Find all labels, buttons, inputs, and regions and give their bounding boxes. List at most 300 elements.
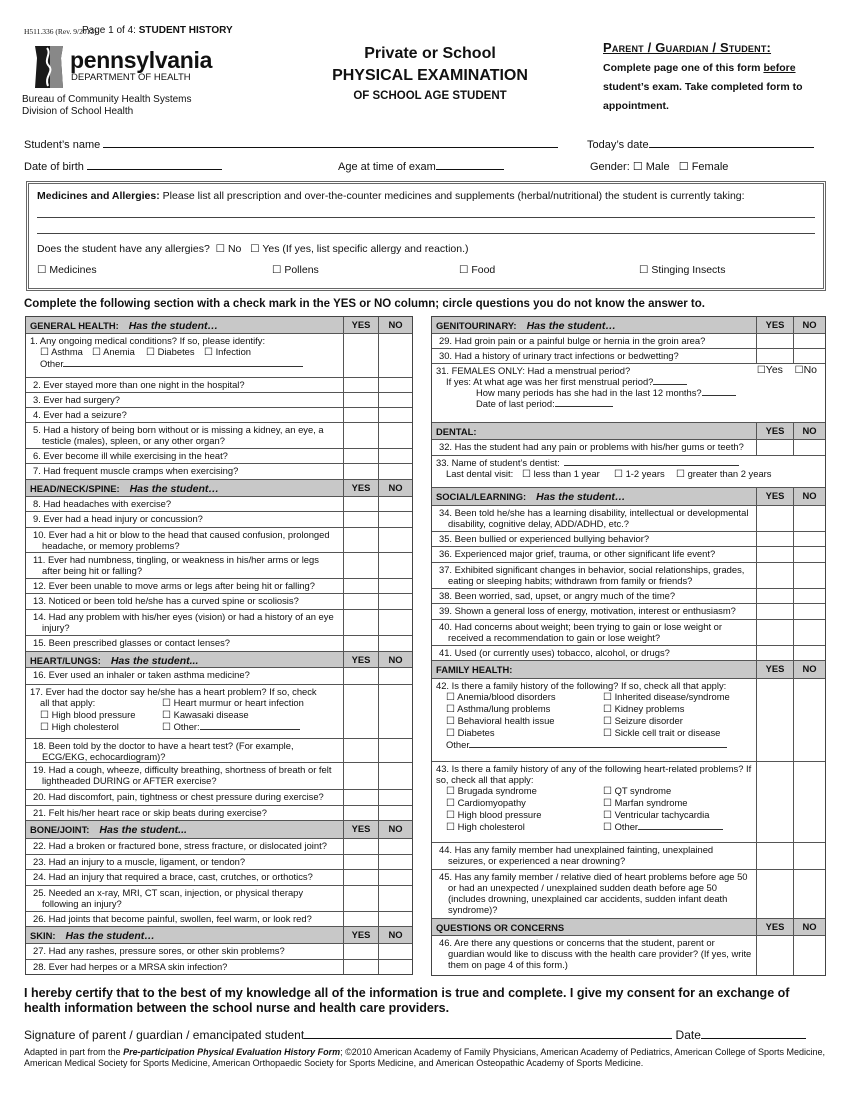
checkbox-label: Asthma [51,346,83,357]
question-row [26,635,412,651]
no-checkbox-cell[interactable] [378,497,412,511]
page-label [82,25,233,36]
option-line [436,809,752,821]
medicines-line-1[interactable] [37,202,815,218]
keystone-logo-icon [34,44,64,90]
yes-checkbox-cell[interactable] [343,960,378,974]
checkbox[interactable]: ☐ [639,264,649,276]
checkbox-option[interactable] [204,346,251,358]
question-row [432,619,825,645]
no-checkbox-cell[interactable] [378,739,412,762]
checkbox-label: QT syndrome [614,785,672,796]
question-cell [432,349,756,363]
checkbox-option[interactable] [603,727,720,739]
checkbox-option[interactable] [603,785,671,797]
question-cell [26,610,343,635]
question-cell [26,464,343,479]
no-checkbox-cell[interactable] [793,547,825,562]
checkbox-label: Seizure disorder [614,715,683,726]
checkbox[interactable]: ☐ [272,264,282,276]
blank-input[interactable] [653,376,687,385]
question-text-line [30,791,339,802]
blank-input[interactable] [702,387,736,396]
yes-checkbox-cell[interactable] [756,843,793,869]
yes-checkbox-cell[interactable] [756,679,793,761]
yes-checkbox-cell[interactable] [343,334,378,377]
no-checkbox-cell[interactable] [793,620,825,645]
yes-checkbox-cell[interactable] [343,739,378,762]
yes-checkbox-cell[interactable] [756,563,793,588]
section-title-cell [26,317,343,333]
yes-checkbox-cell[interactable] [756,936,793,975]
yes-checkbox-cell[interactable] [343,685,378,738]
checkbox-label: Diabetes [457,727,495,738]
male-checkbox[interactable]: ☐ [632,161,643,173]
no-checkbox-cell[interactable] [378,334,412,377]
age-input[interactable] [436,160,504,170]
logo-wordmark: pennsylvania [70,47,213,73]
question-row [26,789,412,805]
yes-checkbox-cell[interactable] [756,547,793,562]
checkbox-label: Heart murmur or heart infection [173,697,304,708]
question-text: 39. Shown a general loss of energy, motivation, interest or enthusiasm? [439,605,736,616]
no-checkbox-cell[interactable] [793,762,825,842]
option-text [446,398,476,409]
question-text-line [30,498,339,509]
student-name-input[interactable] [103,138,558,148]
yes-checkbox-cell[interactable] [343,408,378,422]
checkbox-option[interactable] [676,468,771,480]
checkbox[interactable]: ☐ [603,810,612,821]
blank-input[interactable] [200,721,300,730]
allergy-type-food[interactable] [459,264,495,276]
no-checkbox-cell[interactable] [378,408,412,422]
no-checkbox-cell[interactable] [378,449,412,463]
allergy-no-label: No [227,243,242,255]
yes-checkbox-cell[interactable] [343,912,378,926]
yes-checkbox-cell[interactable] [343,528,378,552]
signature-date-input[interactable] [701,1029,806,1039]
no-checkbox-cell[interactable] [793,506,825,531]
question-text: 16. Ever used an inhaler or taken asthma medicine? [33,669,250,680]
checkbox[interactable]: ☐ [794,365,804,376]
option-text: all that apply: [40,697,96,708]
question-cell [26,855,343,869]
checkbox[interactable]: ☐ [446,704,455,715]
blank-input[interactable] [469,739,727,748]
checkbox-option[interactable] [162,697,304,709]
checkbox-option[interactable] [522,468,614,480]
question-row [432,505,825,531]
yes-column-header: YES [343,821,378,838]
question-text: 12. Ever been unable to move arms or legs after being hit or falling? [33,580,315,591]
age-label: Age at time of exam [338,161,436,173]
checkbox-option[interactable] [603,715,683,727]
option-line [436,727,752,739]
todays-date-input[interactable] [649,138,814,148]
question-text-line [436,507,752,529]
question-row [26,496,412,511]
checkbox-option[interactable] [146,346,204,358]
question-cell [26,579,343,593]
yes-checkbox-cell[interactable] [756,589,793,603]
checkbox[interactable]: ☐ [446,728,455,739]
checkbox[interactable]: ☐ [37,264,47,276]
question-row [26,593,412,609]
checkbox[interactable]: ☐ [162,710,171,721]
question-row [26,377,412,392]
no-checkbox-cell[interactable] [378,512,412,527]
checkbox-option[interactable] [603,797,688,809]
no-checkbox-cell[interactable] [378,870,412,885]
instructions: Complete the following section with a check mark in the YES or NO column; circle questions you do not know the answer to. [24,298,705,310]
checkbox-option[interactable] [40,709,162,721]
question-text-line [436,844,752,866]
yes-checkbox-cell[interactable] [343,886,378,911]
yes-checkbox-cell[interactable] [756,646,793,660]
question-text: 33. Name of student’s dentist: [436,457,560,468]
no-checkbox-cell[interactable] [378,839,412,854]
blank-input[interactable] [555,398,613,407]
no-checkbox-cell[interactable] [793,532,825,546]
checkbox[interactable]: ☐ [40,722,49,733]
checkbox-option[interactable] [614,468,676,480]
checkbox[interactable]: ☐ [522,469,531,480]
checkbox[interactable]: ☐ [40,347,49,358]
section-subtitle: Has the student… [536,491,626,503]
yes-checkbox-cell[interactable] [343,464,378,479]
question-text-line [30,871,339,882]
question-text-line [436,548,752,559]
yes-checkbox-cell[interactable] [756,440,793,455]
no-checkbox-cell[interactable] [378,553,412,578]
question-row [432,363,825,422]
checkbox-option[interactable] [446,691,603,703]
question-cell [26,886,343,911]
footer-credit [24,1047,829,1069]
option-line [436,703,752,715]
no-checkbox-cell[interactable] [378,886,412,911]
checkbox[interactable]: ☐ [446,716,455,727]
option-line [436,376,821,387]
bureau-info [22,94,192,118]
question-text-line [30,856,339,867]
question-text-line [30,840,339,851]
checkbox[interactable]: ☐ [603,704,612,715]
no-checkbox-cell[interactable] [378,594,412,609]
no-checkbox-cell[interactable] [378,668,412,684]
checkbox-label: Other: [173,721,200,732]
checkbox[interactable]: ☐ [603,716,612,727]
dob-label: Date of birth [24,161,84,173]
no-checkbox-cell[interactable] [793,604,825,619]
question-text: 13. Noticed or been told he/she has a curved spine or scoliosis? [33,595,299,606]
no-column-header: NO [378,821,412,838]
no-checkbox-cell[interactable] [793,563,825,588]
allergy-question-text: Does the student have any allergies? [37,243,210,255]
yes-checkbox-cell[interactable] [343,423,378,448]
question-row [26,911,412,926]
checkbox-option[interactable] [446,727,603,739]
question-row [26,392,412,407]
yes-checkbox-cell[interactable] [343,806,378,820]
checkbox[interactable]: ☐ [603,728,612,739]
female-checkbox[interactable]: ☐ [678,161,689,173]
question-row [26,667,412,684]
question-text: 20. Had discomfort, pain, tightness or chest pressure during exercise? [33,791,324,802]
yes-checkbox-cell[interactable] [343,668,378,684]
checkbox-option[interactable] [446,809,603,821]
no-checkbox-cell[interactable] [378,960,412,974]
checkbox-option[interactable] [603,691,730,703]
no-column-header: NO [793,661,825,678]
checkbox-label: High blood pressure [457,809,542,820]
question-row [26,959,412,974]
no-checkbox-cell[interactable] [378,610,412,635]
question-row [432,333,825,348]
no-checkbox-cell[interactable] [378,855,412,869]
yes-checkbox-cell[interactable] [756,604,793,619]
option-text: Other [40,358,64,369]
question-text-line [30,595,339,606]
allergy-no-checkbox[interactable]: ☐ [215,243,226,255]
section-subtitle: Has the student… [129,483,219,495]
yes-column-header: YES [756,919,793,935]
question-cell [432,547,756,562]
checkbox-label: Sickle cell trait or disease [614,727,721,738]
option-line [30,709,339,721]
section-title: FAMILY HEALTH: [436,664,513,675]
section-subtitle: Has the student… [128,320,218,332]
checkbox-option[interactable] [162,709,249,721]
question-row [432,935,825,975]
yes-checkbox-cell[interactable] [343,636,378,651]
section-title-cell [26,927,343,943]
checkbox-option[interactable] [603,809,709,821]
checkbox-label: greater than 2 years [687,468,772,479]
allergy-yes-checkbox[interactable]: ☐ [250,243,260,255]
checkbox-label: Behavioral health issue [457,715,555,726]
question-cell [26,423,343,448]
no-checkbox-cell[interactable] [378,763,412,789]
checkbox[interactable]: ☐ [162,698,171,709]
checkbox-option[interactable] [446,821,603,833]
option-label: No [803,364,817,376]
no-column-header: NO [793,919,825,935]
checkbox-option[interactable] [446,715,603,727]
age-field[interactable] [338,160,504,173]
student-name-field[interactable] [24,138,558,151]
question-text-line [30,611,339,633]
dob-field[interactable] [24,160,222,173]
yes-checkbox-cell[interactable] [756,620,793,645]
gender-field [590,160,728,173]
checkbox-option[interactable] [162,721,200,733]
question-text-line [30,580,339,591]
yes-checkbox-cell[interactable] [343,553,378,578]
no-checkbox-cell[interactable] [378,912,412,926]
checkbox[interactable]: ☐ [603,786,612,797]
no-checkbox-cell[interactable] [793,870,825,918]
checkbox-label: Ventricular tachycardia [614,809,710,820]
yes-column-header: YES [343,480,378,496]
checkbox-label: Brugada syndrome [457,785,537,796]
signature-line[interactable] [24,1028,806,1042]
option-text: If yes: At what age was her first menstrual period? [446,376,654,387]
question-cell [26,685,343,738]
section-header [26,651,412,667]
question-row [26,463,412,479]
question-cell [26,512,343,527]
no-checkbox-cell[interactable] [378,685,412,738]
medicines-line-2[interactable] [37,218,815,234]
checkbox-option[interactable] [603,703,684,715]
no-checkbox-cell[interactable] [793,646,825,660]
pg-heading: Parent / Guardian / Student: [603,40,772,55]
no-checkbox-cell[interactable] [793,440,825,455]
checkbox[interactable]: ☐ [614,469,623,480]
question-text-line [30,513,339,524]
no-checkbox-cell[interactable] [793,843,825,869]
checkbox-option[interactable] [92,346,146,358]
section-title: SOCIAL/LEARNING: [436,491,527,502]
allergy-type-stinging-insects[interactable] [639,264,725,276]
no-checkbox-cell[interactable] [793,349,825,363]
yes-checkbox-cell[interactable] [756,762,793,842]
no-checkbox-cell[interactable] [793,589,825,603]
checkbox-label: Asthma/lung problems [457,703,551,714]
question-text-line [30,669,339,680]
checkbox-option[interactable] [446,785,603,797]
yes-checkbox-cell[interactable] [756,870,793,918]
allergy-type-medicines[interactable] [37,264,97,276]
yes-checkbox-cell[interactable] [343,855,378,869]
checkbox[interactable]: ☐ [756,365,766,376]
checkbox[interactable]: ☐ [446,810,455,821]
yes-checkbox-cell[interactable] [343,378,378,392]
no-checkbox-cell[interactable] [378,579,412,593]
checkbox-option[interactable] [40,346,92,358]
yes-checkbox-cell[interactable] [343,594,378,609]
no-checkbox-cell[interactable] [378,528,412,552]
dentist-name-input[interactable] [564,457,739,466]
question-text: 17. Ever had the doctor say he/she has a heart problem? If so, check [30,686,317,697]
question-text-line [30,686,339,697]
allergy-type-label: Medicines [49,264,97,276]
checkbox[interactable]: ☐ [446,692,455,703]
checkbox[interactable]: ☐ [446,822,455,833]
question-cell [432,334,756,348]
checkbox[interactable]: ☐ [603,798,612,809]
question-row [26,609,412,635]
no-checkbox-cell[interactable] [378,464,412,479]
yes-checkbox-cell[interactable] [343,393,378,407]
checkbox-option[interactable] [603,821,638,833]
todays-date-label: Today’s date [587,139,649,151]
no-checkbox-cell[interactable] [793,679,825,761]
no-checkbox-cell[interactable] [378,393,412,407]
section-title: DENTAL: [436,426,477,437]
checkbox[interactable]: ☐ [459,264,469,276]
todays-date-field[interactable] [587,138,814,151]
yes-checkbox-cell[interactable] [343,870,378,885]
yes-checkbox-cell[interactable] [343,839,378,854]
checkbox[interactable]: ☐ [603,692,612,703]
pg-text-1: Complete page one of this form [603,62,764,74]
section-title: GENERAL HEALTH: [30,320,119,331]
section-title: HEAD/NECK/SPINE: [30,483,120,494]
blank-input[interactable] [638,821,723,830]
question-row [26,738,412,762]
question-text: 22. Had a broken or fractured bone, stress fracture, or dislocated joint? [33,840,327,851]
checkbox-option[interactable] [446,797,603,809]
checkbox[interactable]: ☐ [204,347,213,358]
question-text-line [30,945,339,956]
no-checkbox-cell[interactable] [378,790,412,805]
question-cell [26,497,343,511]
checkbox[interactable]: ☐ [146,347,155,358]
yes-checkbox-cell[interactable] [756,334,793,348]
no-checkbox-cell[interactable] [378,944,412,959]
no-checkbox-cell[interactable] [378,423,412,448]
yes-checkbox-cell[interactable] [343,790,378,805]
checkbox-option[interactable] [40,721,162,733]
checkbox[interactable]: ☐ [603,822,612,833]
no-checkbox-cell[interactable] [793,936,825,975]
question-cell [432,620,756,645]
yes-checkbox-cell[interactable] [343,579,378,593]
checkbox-label: High cholesterol [457,821,525,832]
question-cell [26,334,343,377]
no-checkbox-cell[interactable] [378,636,412,651]
checkbox-label: Inherited disease/syndrome [614,691,730,702]
question-row [26,422,412,448]
yes-checkbox-cell[interactable] [343,512,378,527]
yes-checkbox-cell[interactable] [343,610,378,635]
yes-checkbox-cell[interactable] [343,763,378,789]
checkbox[interactable]: ☐ [676,469,685,480]
checkbox-label: Kidney problems [614,703,685,714]
question-text: 23. Had an injury to a muscle, ligament, or tendon? [33,856,246,867]
question-text-line [30,529,339,551]
checkbox[interactable]: ☐ [446,786,455,797]
checkbox[interactable]: ☐ [162,722,171,733]
checkbox[interactable]: ☐ [92,347,101,358]
yes-checkbox-cell[interactable] [756,506,793,531]
signature-input[interactable] [304,1029,672,1039]
no-checkbox-cell[interactable] [378,378,412,392]
allergy-type-pollens[interactable] [272,264,319,276]
no-checkbox-cell[interactable] [793,334,825,348]
checkbox[interactable]: ☐ [40,710,49,721]
checkbox[interactable]: ☐ [446,798,455,809]
question-text: 42. Is there a family history of the following? If so, check all that apply: [436,680,727,691]
dob-input[interactable] [87,160,222,170]
question-cell [432,532,756,546]
pg-text [603,59,833,116]
allergy-question [37,243,815,255]
question-cell [432,604,756,619]
yes-checkbox-cell[interactable] [343,449,378,463]
blank-input[interactable] [63,358,303,367]
checkbox-option[interactable] [446,703,603,715]
page-number: Page 1 of 4: [82,25,136,36]
no-checkbox-cell[interactable] [378,806,412,820]
yes-checkbox-cell[interactable] [756,532,793,546]
yes-checkbox-cell[interactable] [343,944,378,959]
yes-checkbox-cell[interactable] [343,497,378,511]
yes-checkbox-cell[interactable] [756,349,793,363]
